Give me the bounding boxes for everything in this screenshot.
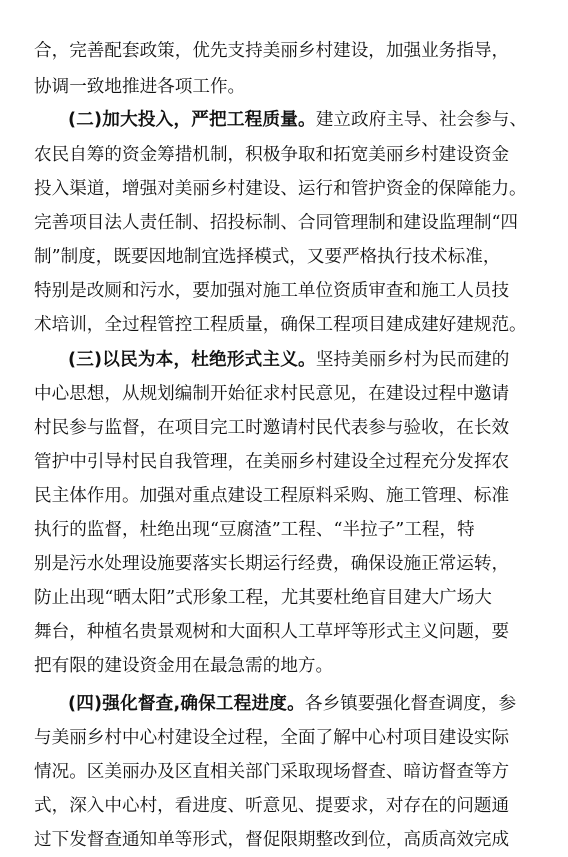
text-line: 合，完善配套政策，优先支持美丽乡村建设，加强业务指导， bbox=[34, 41, 510, 61]
text-line: 式，深入中心村，看进度、听意见、提要求，对存在的问题通 bbox=[34, 796, 510, 816]
section-heading: (四)强化督查,确保工程进度。 bbox=[68, 694, 305, 714]
section-heading: (二)加大投入，严把工程质量。 bbox=[68, 110, 316, 130]
text-line: 把有限的建设资金用在最急需的地方。 bbox=[34, 656, 334, 676]
text-line: 防止出现“晒太阳”式形象工程，尤其要杜绝盲目建大广场大 bbox=[34, 588, 492, 608]
text-line: 民主体作用。加强对重点建设工程原料采购、施工管理、标准 bbox=[34, 486, 510, 506]
text-line: 与美丽乡村中心村建设全过程，全面了解中心村项目建设实际 bbox=[34, 728, 510, 748]
paragraph-first-line bbox=[68, 687, 544, 721]
text-line: 中心思想，从规划编制开始征求村民意见，在建设过程中邀请 bbox=[34, 384, 510, 404]
text-line: 协调一致地推进各项工作。 bbox=[34, 77, 246, 97]
text-line: 投入渠道，增强对美丽乡村建设、运行和管护资金的保障能力。 bbox=[34, 179, 527, 199]
text-span: 各乡镇要强化督查调度，参 bbox=[304, 694, 517, 714]
text-span: 建立政府主导、社会参与、 bbox=[315, 110, 527, 130]
text-line: 执行的监督，杜绝出现“豆腐渣”工程、“半拉子”工程，特 bbox=[34, 520, 475, 540]
section-heading: (三)以民为本，杜绝形式主义。 bbox=[68, 350, 316, 370]
paragraph-first-line bbox=[68, 103, 544, 137]
text-line: 特别是改厕和污水，要加强对施工单位资质审查和施工人员技 bbox=[34, 281, 510, 301]
text-line: 过下发督查通知单等形式，督促限期整改到位，高质高效完成 bbox=[34, 830, 510, 850]
paragraph-first-line bbox=[68, 343, 544, 377]
text-line: 管护中引导村民自我管理，在美丽乡村建设全过程充分发挥农 bbox=[34, 452, 510, 472]
text-line: 完善项目法人责任制、招投标制、合同管理制和建设监理制“四 bbox=[34, 213, 519, 233]
text-span: 坚持美丽乡村为民而建的 bbox=[315, 350, 510, 370]
text-line: 术培训，全过程管控工程质量，确保工程项目建成建好建规范。 bbox=[34, 315, 527, 335]
text-line: 农民自筹的资金筹措机制，积极争取和拓宽美丽乡村建设资金 bbox=[34, 145, 510, 165]
text-line: 舞台，种植名贵景观树和大面积人工草坪等形式主义问题，要 bbox=[34, 622, 510, 642]
text-line: 制”制度，既要因地制宜选择模式，又要严格执行技术标准， bbox=[34, 247, 501, 267]
text-line: 村民参与监督，在项目完工时邀请村民代表参与验收，在长效 bbox=[34, 418, 510, 438]
text-line: 情况。区美丽办及区直相关部门采取现场督查、暗访督查等方 bbox=[34, 762, 510, 782]
text-line: 别是污水处理设施要落实长期运行经费，确保设施正常运转， bbox=[34, 554, 510, 574]
